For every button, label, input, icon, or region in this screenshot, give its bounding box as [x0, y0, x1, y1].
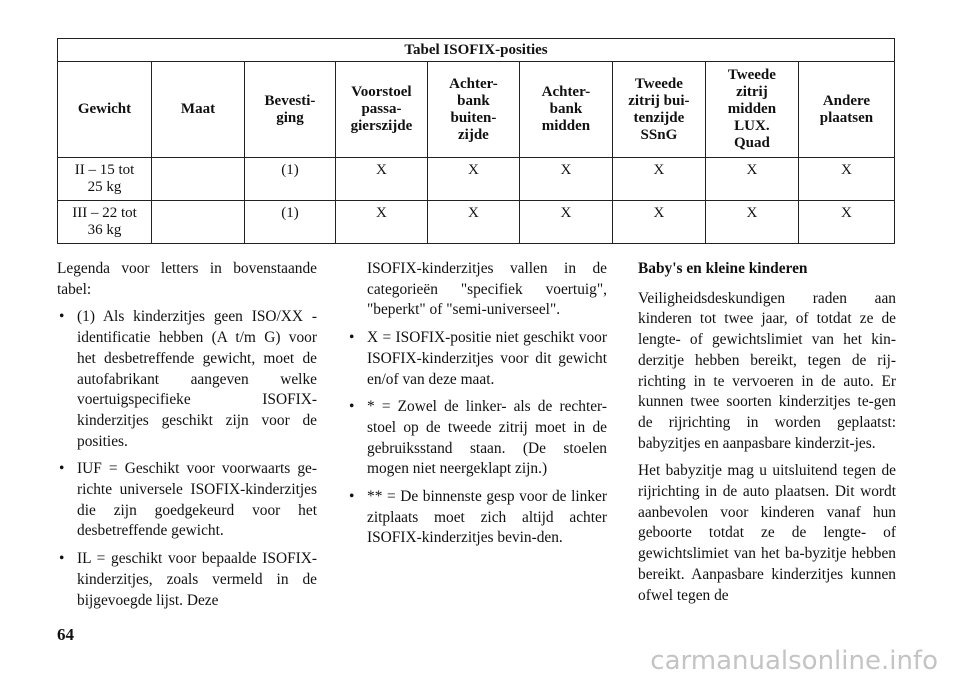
column-header: Gewicht — [58, 62, 152, 158]
legend-item — [347, 397, 607, 480]
column-header: Maat — [152, 62, 245, 158]
table-cell: (1) — [244, 201, 335, 244]
table-cell: X — [427, 158, 519, 201]
legend-intro: Legenda voor letters in bovenstaande tabel: — [57, 260, 317, 298]
section-paragraph: Veiligheidsdeskundigen raden aan kinderen tot twee jaar, of totdat ze de lengte- of gewichtslimiet van het kin-derzitje hebben bereikt, tegen de rij-richting in te vervoeren in de auto. Er kunnen twee soorten kinderzitjes te-gen de rijrichting in worden geplaatst: babyzitjes en aanpasbare kinderzit-jes. — [638, 289, 896, 452]
bullet-icon: • — [59, 550, 65, 568]
table-caption: Tabel ISOFIX-posities — [58, 39, 895, 62]
legend-item — [57, 307, 317, 452]
bullet-icon: • — [59, 308, 65, 326]
table-cell: II – 15 tot 25 kg — [58, 158, 152, 201]
legend-item — [347, 487, 607, 549]
table-cell: X — [705, 201, 798, 244]
bullet-icon: • — [349, 329, 355, 347]
table-cell: X — [798, 201, 894, 244]
table-row — [58, 201, 895, 244]
bullet-icon: • — [59, 460, 65, 478]
column-header: Achter- bank midden — [519, 62, 612, 158]
table-cell — [152, 201, 245, 244]
column-header: Tweede zitrij bui- tenzijde SSnG — [612, 62, 705, 158]
table-cell: X — [335, 158, 427, 201]
column-header: Andere plaatsen — [798, 62, 894, 158]
table-cell — [152, 158, 245, 201]
table-cell: X — [612, 201, 705, 244]
legend-list-continued — [347, 328, 607, 549]
table-cell: III – 22 tot 36 kg — [58, 201, 152, 244]
legend-item — [347, 328, 607, 390]
column-header: Achter- bank buiten- zijde — [427, 62, 519, 158]
legend-item-text: IL = geschikt voor bepaalde ISOFIX-kinderzitjes, zoals vermeld in de bijgevoegde lijst. Deze — [77, 550, 317, 609]
legend-item — [57, 549, 317, 611]
legend-item-continuation: ISOFIX-kinderzitjes vallen in de categorieën "specifiek voertuig", "beperkt" of "semi-universeel". — [367, 260, 607, 319]
page-number: 64 — [57, 625, 74, 644]
bullet-icon: • — [349, 488, 355, 506]
legend-list — [57, 307, 317, 611]
isofix-positions-table — [57, 38, 895, 244]
bullet-icon: • — [349, 398, 355, 416]
column-header: Bevesti- ging — [244, 62, 335, 158]
legend-item-text: (1) Als kinderzitjes geen ISO/XX -identificatie hebben (A t/m G) voor het desbetreffende gewicht, moet de autofabrikant aangeven welke voertuigspecifieke ISOFIX-kinderzitjes geschikt zijn voor de posities. — [77, 308, 317, 450]
table-cell: X — [335, 201, 427, 244]
column-header: Voorstoel passa- gierszijde — [335, 62, 427, 158]
column-left — [57, 259, 317, 618]
table-cell: X — [519, 201, 612, 244]
legend-item-text: ** = De binnenste gesp voor de linker zitplaats moet zich altijd achter ISOFIX-kinderzitjes bevin-den. — [367, 488, 607, 547]
table-header-row — [58, 62, 895, 158]
legend-item — [57, 459, 317, 542]
section-heading: Baby's en kleine kinderen — [638, 260, 808, 277]
table-cell: (1) — [244, 158, 335, 201]
legend-item-text: * = Zowel de linker- als de rechter-stoel op de tweede zitrij moet in de gebruiksstand staan. (De stoelen mogen niet neergeklapt zijn.) — [367, 398, 607, 478]
column-middle — [347, 259, 607, 556]
column-header: Tweede zitrij midden LUX. Quad — [705, 62, 798, 158]
legend-item-text: X = ISOFIX-positie niet geschikt voor ISOFIX-kinderzitjes voor dit gewicht en/of van deze maat. — [367, 329, 607, 388]
table-cell: X — [427, 201, 519, 244]
table-cell: X — [705, 158, 798, 201]
table-cell: X — [519, 158, 612, 201]
table-cell: X — [798, 158, 894, 201]
watermark: carmanualsonline.info — [650, 646, 938, 676]
legend-item-text: IUF = Geschikt voor voorwaarts ge-richte universele ISOFIX-kinderzitjes die zijn goedgekeurd voor het desbetreffende gewicht. — [77, 460, 317, 540]
table-row — [58, 158, 895, 201]
section-paragraph: Het babyzitje mag u uitsluitend tegen de rijrichting in de auto plaatsen. Dit wordt aanbevolen voor kinderen vanaf hun geboorte totdat ze de lengte- of gewichtslimiet van het ba-byzitje hebben bereikt. Aanpasbare kinderzitjes kunnen ofwel tegen de — [638, 462, 896, 604]
table-cell: X — [612, 158, 705, 201]
column-right — [638, 259, 896, 613]
